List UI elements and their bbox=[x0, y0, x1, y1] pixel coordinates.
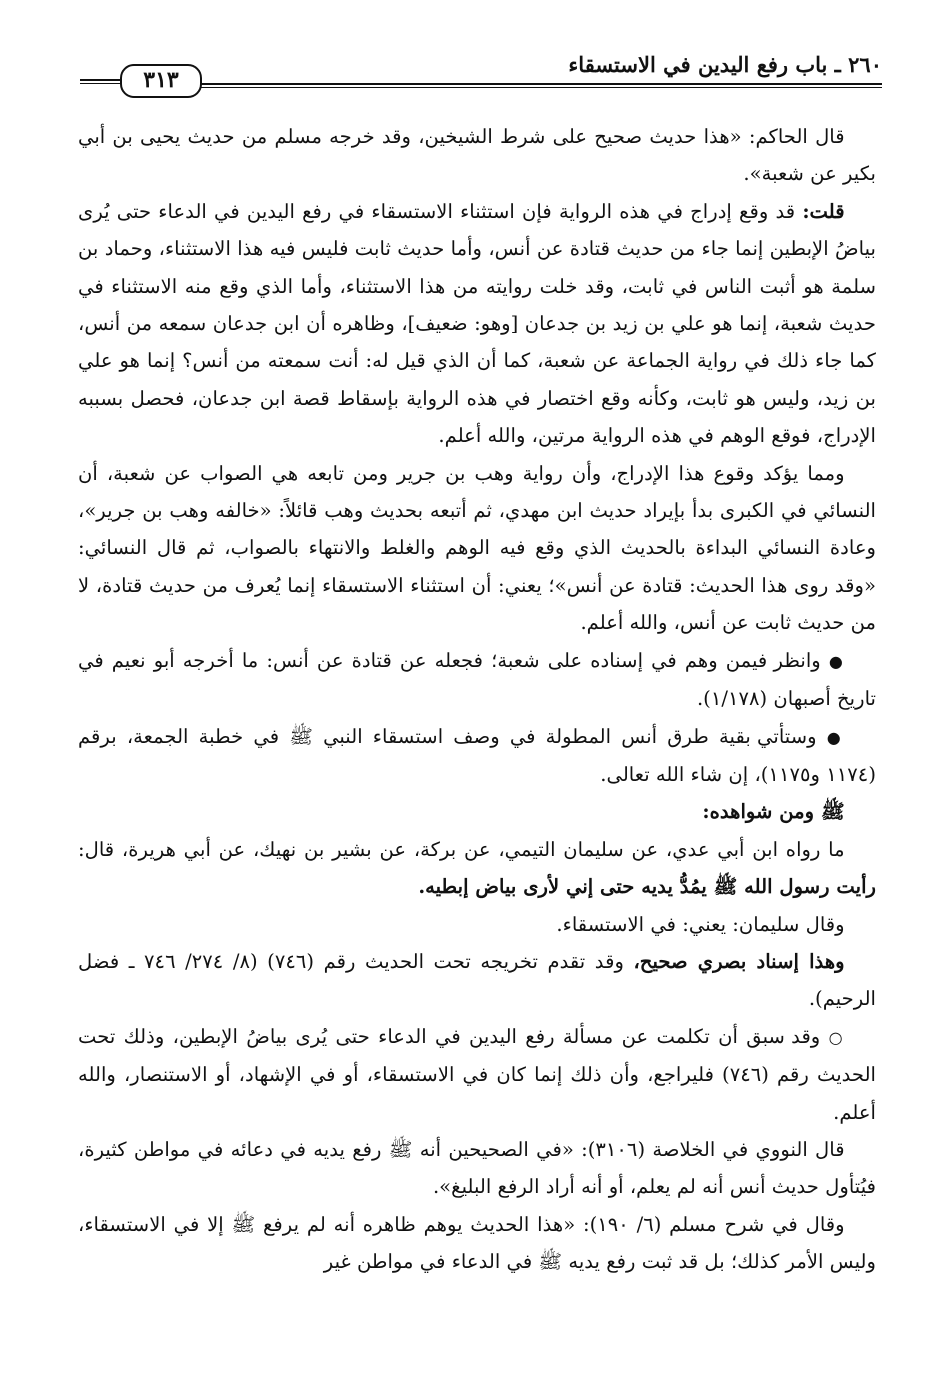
running-header bbox=[80, 52, 882, 92]
paragraph-4 bbox=[78, 642, 876, 718]
paragraph-9-lead: وهذا إسناد بصري صحيح، bbox=[633, 949, 845, 973]
badge-rule bbox=[80, 79, 120, 81]
paragraph-8 bbox=[78, 906, 876, 943]
paragraph-2-lead: قلت: bbox=[802, 199, 845, 223]
paragraph-3-text: ومما يؤكد وقوع هذا الإدراج، وأن رواية وهب بن جرير ومن تابعه هي الصواب عن شعبة، أن النسائي في الكبرى بدأ بإيراد حديث ابن مهدي، ثم أتبعه بحديث وهب قائلاً: «خالفه وهب بن جرير»، وعادة النسائي البداءة بالحديث الذي وقع فيه الوهم والغلط والانتهاء بالصواب، ثم قال النسائي: «وقد روى هذا الحديث: قتادة عن أنس»؛ يعني: أن استثناء الاستسقاء إنما يُعرف من حديث قتادة، لا من حديث ثابت عن أنس، والله أعلم. bbox=[78, 461, 876, 635]
chapter-title: ٢٦٠ ـ باب رفع اليدين في الاستسقاء bbox=[568, 52, 882, 77]
paragraph-9 bbox=[78, 943, 876, 1018]
paragraph-1-text: قال الحاكم: «هذا حديث صحيح على شرط الشيخين، وقد خرجه مسلم من حديث يحيى بن أبي بكير عن شعبة». bbox=[78, 125, 876, 186]
paragraph-10-text: وقد سبق أن تكلمت عن مسألة رفع اليدين في الدعاء حتى يُرى بياضُ الإبطين، وذلك تحت الحديث رقم (٧٤٦) فليراجع، وأن ذلك إنما كان في الاستسقاء، أو في الإشهاد، أو الاستنصار، والله أعلم. bbox=[78, 1024, 876, 1124]
paragraph-11-text: قال النووي في الخلاصة (٣١٠٦): «في الصحيحين أنه ﷺ رفع يديه في دعائه في مواطن كثيرة، فيُتأول حديث أنس أنه لم يعلم، أو أنه أراد الرفع البليغ». bbox=[78, 1137, 876, 1199]
paragraph-2 bbox=[78, 193, 876, 455]
bullet-icon: ● bbox=[828, 651, 845, 671]
paragraph-9-text: وقد تقدم تخريجه تحت الحديث رقم (٧٤٦) (٨/ ٢٧٤/ ٧٤٦ ـ فضل الرحيم). bbox=[78, 949, 876, 1011]
badge-rule-thin bbox=[80, 83, 120, 84]
header-rule bbox=[200, 83, 882, 85]
paragraph-5 bbox=[78, 718, 876, 794]
paragraph-10 bbox=[78, 1018, 876, 1131]
paragraph-4-text: وانظر فيمن وهم في إسناده على شعبة؛ فجعله عن قتادة عن أنس: ما أخرجه أبو نعيم في تاريخ أصبهان (١/١٧٨). bbox=[78, 648, 876, 711]
paragraph-2-text: قد وقع إدراج في هذه الرواية فإن استثناء الاستسقاء في رفع اليدين في الدعاء حتى يُرى بياضُ الإبطين إنما جاء من حديث قتادة عن أنس، وأما حديث ثابت فليس فيه هذا الاستثناء، وحماد بن سلمة هو أثبت الناس في ثابت، وقد خلت روايته من هذا الاستثناء، وأما الذي وقع منه الاستثناء في حديث شعبة، إنما هو علي بن زيد بن جدعان [وهو: ضعيف]، وظاهره أن ابن جدعان سمعه من أنس، كما جاء ذلك في رواية الجماعة عن شعبة، كما أن الذي قيل له: أنت سمعته من أنس؟ إنما هو علي بن زيد، وليس هو ثابت، وكأنه وقع اختصار في هذه الرواية بإسقاط قصة ابن جدعان، فحصل بسببه الإدراج، فوقع الوهم في هذه الرواية مرتين، والله أعلم. bbox=[78, 199, 876, 448]
paragraph-3 bbox=[78, 455, 876, 642]
circle-bullet-icon: ○ bbox=[828, 1027, 845, 1047]
hadith-text: رأيت رسول الله ﷺ يمُدُّ يديه حتى إني لأرى بياض إبطيه. bbox=[418, 875, 876, 899]
paragraph-12-text: وقال في شرح مسلم (٦/ ١٩٠): «هذا الحديث يوهم ظاهره أنه لم يرفع ﷺ إلا في الاستسقاء، وليس الأمر كذلك؛ بل قد ثبت رفع يديه ﷺ في الدعاء في مواطن غير bbox=[78, 1212, 876, 1274]
body-text bbox=[78, 118, 876, 1281]
paragraph-8-text: وقال سليمان: يعني: في الاستسقاء. bbox=[556, 912, 845, 936]
page-number-badge: ٣١٣ bbox=[120, 64, 202, 98]
paragraph-11 bbox=[78, 1131, 876, 1206]
section-heading-witnesses: ﷺ ومن شواهده: bbox=[702, 800, 845, 824]
paragraph-12 bbox=[78, 1206, 876, 1281]
bullet-icon: ● bbox=[826, 727, 845, 747]
header-rule-thin bbox=[200, 87, 882, 88]
paragraph-1 bbox=[78, 118, 876, 193]
paragraph-7 bbox=[78, 831, 876, 906]
paragraph-7-text: ما رواه ابن أبي عدي، عن سليمان التيمي، عن بركة، عن بشير بن نهيك، عن أبي هريرة، قال: bbox=[78, 837, 845, 861]
paragraph-5-text: وستأتي بقية طرق أنس المطولة في وصف استسقاء النبي ﷺ في خطبة الجمعة، برقم (١١٧٤ و١١٧٥)، إن شاء الله تعالى. bbox=[78, 724, 876, 786]
